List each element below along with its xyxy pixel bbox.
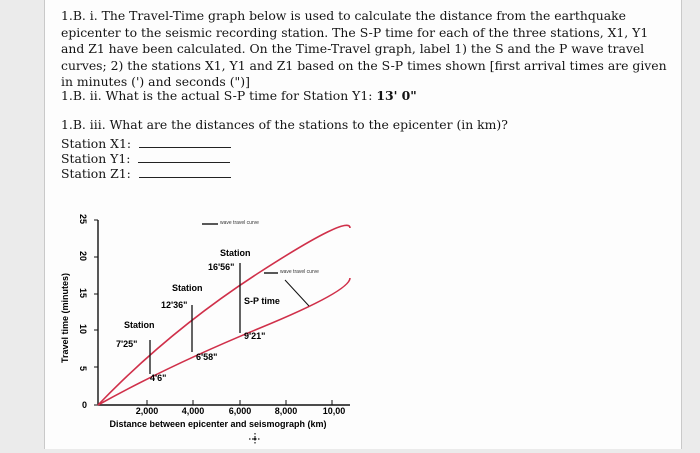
travel-time-graph (20, 200, 630, 449)
x-tick-label-10000: 10,00 (322, 406, 346, 416)
cursor-icon (248, 432, 262, 446)
question-part-iii: 1.B. iii. What are the distances of the stations to the epicenter (in km)? (61, 117, 508, 132)
x-tick-label-4000: 4,000 (181, 406, 205, 416)
y-tick-label-15: 15 (78, 287, 88, 298)
station-z1-line (61, 166, 231, 181)
station-y1-line (61, 151, 230, 166)
sp-time-label: S-P time (244, 296, 280, 306)
time-a-label: 7'25" (116, 339, 138, 349)
station-a-label: Station (124, 320, 155, 330)
legend-top-label: wave travel curve (220, 220, 259, 226)
station-z1-answer-blank[interactable] (139, 176, 231, 178)
time-c-label: 16'56" (208, 262, 235, 272)
station-y1-label: Station Y1: (61, 151, 131, 166)
x-tick-label-2000: 2,000 (135, 406, 159, 416)
time-b-label: 12'36" (161, 300, 188, 310)
legend-pointer-right (285, 280, 309, 306)
x-tick-label-8000: 8,000 (274, 406, 298, 416)
station-x1-label: Station X1: (61, 136, 132, 151)
legend-right-label: wave travel curve (280, 269, 319, 275)
y-tick-label-10: 10 (78, 323, 88, 334)
question-intro: 1.B. i. The Travel-Time graph below is used to calculate the distance from the earthquake epicenter to the seismic recording station. The S-P time for each of the three stations, X1, Y1 and Z1 have been calculated. On the Time-Travel graph, label 1) the S and the P wave travel curves; 2) the stations X1, Y1 and Z1 based on the S-P times shown [first arrival times are given in minutes (') and seconds (")] (61, 8, 667, 89)
part-ii-text: 1.B. ii. What is the actual S-P time for Station Y1: (61, 88, 377, 103)
y-tick-label-25: 25 (78, 213, 88, 224)
station-b-label: Station (172, 283, 203, 293)
part-ii-answer: 13' 0" (376, 88, 417, 103)
station-z1-label: Station Z1: (61, 166, 131, 181)
y-tick-label-5: 5 (78, 365, 88, 371)
y-tick-label-0: 0 (81, 400, 87, 410)
x-tick-label-6000: 6,000 (228, 406, 252, 416)
x-axis-label: Distance between epicenter and seismograph (km) (109, 419, 327, 429)
y-tick-label-20: 20 (78, 250, 88, 261)
station-c-label: Station (220, 248, 251, 258)
station-x1-line (61, 136, 231, 151)
time-c-low-label: 9'21" (244, 331, 266, 341)
station-x1-answer-blank[interactable] (139, 146, 231, 148)
y-axis-label: Travel time (minutes) (60, 272, 70, 364)
travel-time-graph-svg (20, 200, 630, 449)
time-b-low-label: 6'58" (196, 352, 218, 362)
question-part-ii (61, 88, 417, 103)
time-a-low-label: 4'6" (150, 373, 167, 383)
station-y1-answer-blank[interactable] (138, 161, 230, 163)
